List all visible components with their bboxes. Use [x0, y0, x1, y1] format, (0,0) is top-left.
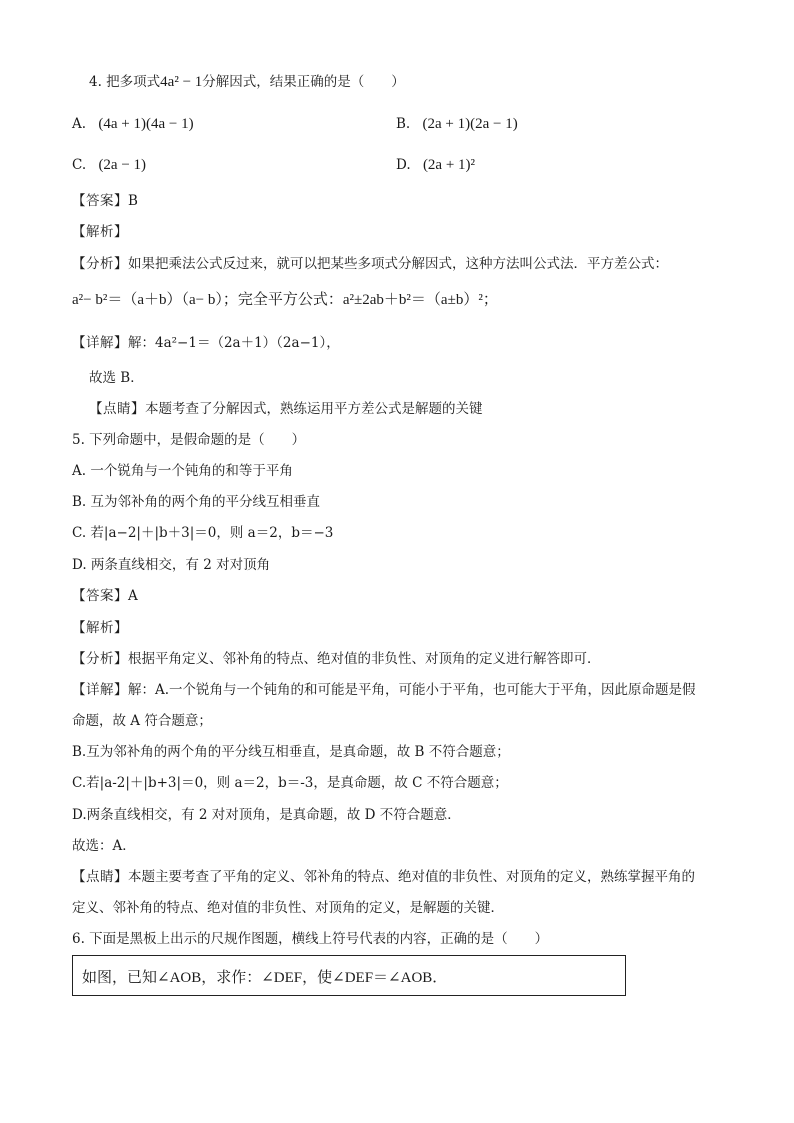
- option-letter: D.: [396, 157, 411, 173]
- answer-label: 【答案】: [72, 193, 128, 209]
- fenxi-text: 如果把乘法公式反过来，就可以把某些多项式分解因式，这种方法叫公式法．平方差公式：: [128, 256, 668, 272]
- answer-value: B: [128, 193, 138, 209]
- analysis-label: 【解析】: [72, 620, 128, 636]
- q4-formula: [72, 290, 498, 310]
- comment-text: 定义、邻补角的特点、绝对值的非负性、对顶角的定义，是解题的关键．: [72, 900, 504, 916]
- option-expr: (2a + 1)(2a − 1): [422, 116, 518, 132]
- q4-stem-expr: 4a² − 1: [160, 74, 203, 90]
- option-expr: (2a − 1): [98, 157, 147, 173]
- detail-text: 解：A.一个锐角与一个钝角的和可能是平角，可能小于平角，也可能大于平角，因此原命题是假: [128, 682, 696, 698]
- q5-comment-2: [72, 898, 504, 918]
- detail-label: 【详解】: [72, 335, 128, 351]
- option-text: C. 若|a−2|＋|b＋3|＝0，则 a＝2，b＝−3: [72, 525, 334, 541]
- comment-label: 【点睛】: [72, 869, 128, 885]
- q5-detail-2: [72, 711, 212, 731]
- q5-comment-1: [72, 867, 695, 887]
- q5-option-c: [72, 523, 333, 543]
- option-text: A. 一个锐角与一个钝角的和等于平角: [72, 463, 293, 479]
- detail-text: 命题，故 A 符合题意；: [72, 713, 212, 729]
- q6-box-text: 如图，已知∠AOB，求作：∠DEF，使∠DEF＝∠AOB．: [82, 970, 448, 986]
- q5-fenxi: [72, 649, 601, 669]
- q4-stem-suffix: 分解因式，结果正确的是（ ）: [202, 74, 405, 90]
- option-text: D. 两条直线相交，有 2 对对顶角: [72, 557, 271, 573]
- q4-answer: [72, 191, 138, 211]
- q4-option-c: [72, 155, 146, 175]
- q4-analysis-label: [72, 222, 128, 242]
- analysis-label: 【解析】: [72, 224, 128, 240]
- q5-choose: [72, 836, 136, 856]
- detail-label: 【详解】: [72, 682, 128, 698]
- option-letter: C.: [72, 157, 87, 173]
- q5-option-a: [72, 461, 293, 481]
- option-expr: (4a + 1)(4a − 1): [98, 116, 194, 132]
- comment-text: 本题主要考查了平角的定义、邻补角的特点、绝对值的非负性、对顶角的定义，熟练掌握平角的: [128, 869, 695, 885]
- q6-stem-text: 6. 下面是黑板上出示的尺规作图题，横线上符号代表的内容，正确的是（ ）: [72, 931, 549, 947]
- choose-text: 故选 B．: [89, 370, 144, 386]
- q5-stem-text: 5. 下列命题中，是假命题的是（ ）: [72, 432, 306, 448]
- q6-stem: [72, 929, 548, 949]
- q4-option-b: [396, 114, 518, 134]
- q4-option-d: [396, 155, 475, 175]
- q5-detail-b: [72, 742, 510, 762]
- q5-option-b: [72, 492, 320, 512]
- choose-text: 故选：A．: [72, 838, 136, 854]
- detail-text: C.若|a-2|＋|b+3|＝0，则 a＝2，b＝-3，是真命题，故 C 不符合题意；: [72, 775, 508, 791]
- detail-text: D.两条直线相交，有 2 对对顶角，是真命题，故 D 不符合题意．: [72, 807, 461, 823]
- fenxi-label: 【分析】: [72, 651, 128, 667]
- comment-label: 【点睛】: [89, 401, 145, 417]
- q5-stem: [72, 430, 305, 450]
- q4-detail: [72, 333, 340, 353]
- fenxi-text: 根据平角定义、邻补角的特点、绝对值的非负性、对顶角的定义进行解答即可．: [128, 651, 601, 667]
- q5-detail-c: [72, 773, 508, 793]
- option-text: B. 互为邻补角的两个角的平分线互相垂直: [72, 494, 321, 510]
- answer-value: A: [128, 588, 138, 604]
- option-letter: B.: [396, 116, 411, 132]
- comment-text: 本题考查了分解因式，熟练运用平方差公式是解题的关键: [145, 401, 483, 417]
- fenxi-label: 【分析】: [72, 256, 128, 272]
- q5-answer: [72, 586, 138, 606]
- formula-text: a²− b²＝（a＋b）（a− b）；完全平方公式：a²±2ab＋b²＝（a±b）²；: [72, 292, 498, 308]
- q4-fenxi: [72, 254, 668, 274]
- detail-text: B.互为邻补角的两个角的平分线互相垂直，是真命题，故 B 不符合题意；: [72, 744, 510, 760]
- q5-detail-1: [72, 680, 696, 700]
- q5-option-d: [72, 555, 270, 575]
- option-letter: A.: [72, 116, 87, 132]
- q6-problem-box: [72, 955, 626, 996]
- q4-option-a: [72, 114, 194, 134]
- answer-label: 【答案】: [72, 588, 128, 604]
- q4-comment: [89, 399, 483, 419]
- q5-detail-d: [72, 805, 461, 825]
- q4-stem: [89, 72, 405, 92]
- detail-text: 解：4a²−1＝（2a＋1）（2a−1），: [128, 335, 340, 351]
- q4-choose: [89, 368, 144, 388]
- option-expr: (2a + 1)²: [422, 157, 476, 173]
- q5-analysis-label: [72, 618, 128, 638]
- q4-stem-prefix: 4. 把多项式: [89, 74, 161, 90]
